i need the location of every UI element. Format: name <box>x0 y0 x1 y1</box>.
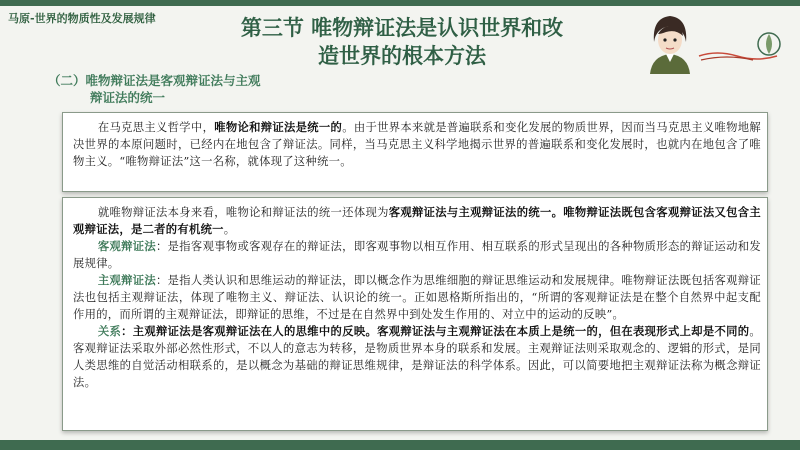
brand-logo <box>697 26 793 66</box>
keyword-label: 关系 <box>97 325 122 338</box>
section-subtitle <box>48 72 261 106</box>
page-title-line-1: 第三节 唯物辩证法是认识世界和改 <box>240 16 564 40</box>
text-span: 。由于世界本来就是普遍联系和变化发展的物质世界，因而当马克思主义唯物地解决世界的本原问题时，已经内在地包含了辩证法。同样，当马克思主义科学地揭示世界的普遍联系和变化发展时，也就内在地包含了唯物主义。“唯物辩证法”这一名称，就体现了这种统一。 <box>73 121 761 168</box>
keyword-label: 客观辩证法 <box>97 240 157 253</box>
page-title <box>232 14 572 70</box>
text-span: 。 <box>223 223 236 236</box>
bottom-accent-bar <box>0 440 800 450</box>
content-box-objective-subjective-dialectics <box>62 197 768 431</box>
paragraph-unity <box>73 119 761 170</box>
section-subtitle-line-1: （二）唯物辩证法是客观辩证法与主观 <box>48 73 261 88</box>
page-title-line-2: 造世界的根本方法 <box>318 44 486 68</box>
text-span: 就唯物辩证法本身来看，唯物论和辩证法的统一还体现为 <box>97 206 389 219</box>
keyword-label: 主观辩证法 <box>97 274 157 287</box>
text-span: ：是指人类认识和思维运动的辩证法，即以概念作为思维细胞的辩证思维运动和发展规律。唯物辩证法既包括客观辩证法也包括主观辩证法，体现了唯物主义、辩证法、认识论的统一。正如恩格斯所指出的，“所谓的客观辩证法是在整个自然界中起支配作用的，而所谓的主观辩证法，即辩证的思维，不过是在自然界中到处发生作用的、对立中的运动的反映”。 <box>73 274 761 321</box>
bold-span: ：主观辩证法是客观辩证法在人的思维中的反映。客观辩证法与主观辩证法在本质上是统一的，但在表现形式上却是不同的 <box>121 324 750 338</box>
presenter-avatar <box>646 12 694 74</box>
breadcrumb: 马原-世界的物质性及发展规律 <box>8 12 156 25</box>
text-span: 在马克思主义哲学中， <box>97 121 215 134</box>
bold-span: 唯物论和辩证法是统一的 <box>214 120 343 134</box>
content-box-unity-of-materialism-and-dialectics <box>62 112 768 192</box>
paragraph-relation <box>73 323 761 391</box>
paragraph-intro <box>73 204 761 238</box>
bold-span: 客观辩证法与主观辩证法的统一。唯物辩证法既包含客观辩证法又包含主观辩证法，是二者的有机统一 <box>73 205 761 236</box>
text-span: 。客观辩证法采取外部必然性形式，不以人的意志为转移，是物质世界本身的联系和发展。主观辩证法则采取观念的、逻辑的形式，是同人类思维的自觉活动相联系的，是以概念为基础的辩证思维规律，是辩证法的科学体系。因此，可以简要地把主观辩证法称为概念辩证法。 <box>73 325 761 389</box>
section-subtitle-line-2: 辩证法的统一 <box>90 90 166 105</box>
text-span: ：是指客观事物或客观存在的辩证法，即客观事物以相互作用、相互联系的形式呈现出的各种物质形态的辩证运动和发展规律。 <box>73 240 761 270</box>
paragraph-subjective-dialectics <box>73 272 761 323</box>
paragraph-objective-dialectics <box>73 238 761 272</box>
top-accent-bar <box>0 0 800 6</box>
